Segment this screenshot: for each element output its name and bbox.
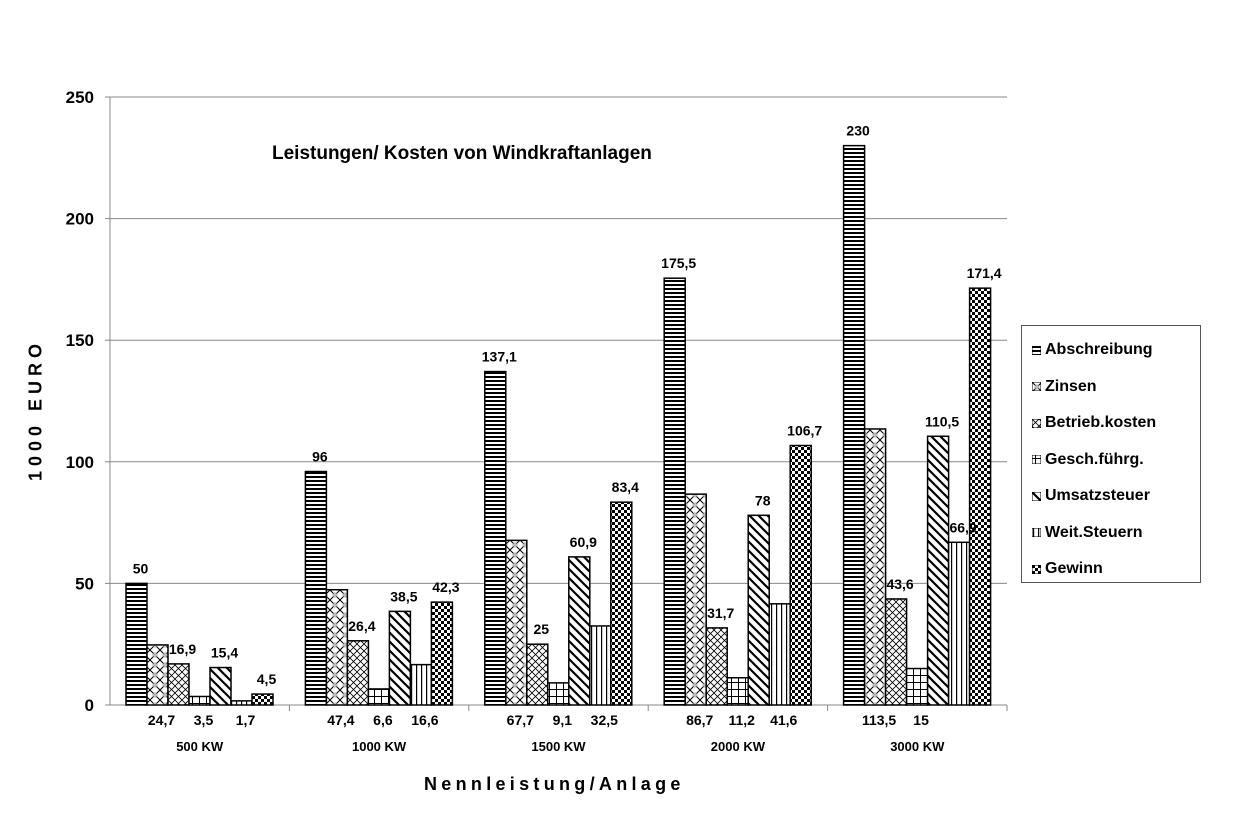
legend-item-betriebkosten bbox=[1032, 405, 1200, 442]
legend bbox=[1021, 325, 1201, 583]
bar bbox=[389, 611, 410, 705]
bar bbox=[886, 599, 907, 705]
legend-label: Abschreibung bbox=[1045, 341, 1153, 359]
legend-swatch-umsatzsteuer bbox=[1032, 492, 1041, 501]
y-tick-label: 150 bbox=[65, 331, 94, 351]
x-tick-label: 2000 KW bbox=[710, 739, 766, 754]
bar bbox=[410, 665, 431, 705]
bar bbox=[347, 641, 368, 705]
bar bbox=[949, 542, 970, 705]
bar bbox=[970, 288, 991, 705]
legend-swatch-abschreibung bbox=[1032, 346, 1041, 355]
data-label: 15 bbox=[913, 712, 929, 728]
data-label: 106,7 bbox=[787, 422, 823, 439]
bar bbox=[305, 472, 326, 705]
bar bbox=[326, 590, 347, 705]
data-label: 113,5 bbox=[861, 712, 897, 728]
legend-label: Gesch.führg. bbox=[1045, 450, 1144, 468]
bar bbox=[727, 678, 748, 705]
bar bbox=[548, 683, 569, 705]
data-label: 3,5 bbox=[193, 712, 214, 728]
data-label: 83,4 bbox=[611, 479, 639, 496]
data-label: 42,3 bbox=[432, 579, 460, 596]
bar bbox=[611, 502, 632, 705]
legend-label: Weit.Steuern bbox=[1045, 523, 1143, 541]
data-label: 26,4 bbox=[348, 617, 376, 634]
data-label: 137,1 bbox=[481, 348, 517, 365]
data-label: 50 bbox=[132, 560, 149, 577]
y-tick-label: 50 bbox=[75, 574, 94, 594]
bar bbox=[769, 604, 790, 705]
bar bbox=[865, 429, 886, 705]
data-label: 6,6 bbox=[373, 712, 393, 728]
legend-label: Umsatzsteuer bbox=[1045, 487, 1150, 505]
data-label: 9,1 bbox=[552, 712, 573, 728]
bar bbox=[506, 540, 527, 705]
bar bbox=[231, 701, 252, 705]
bar bbox=[569, 557, 590, 705]
bar bbox=[485, 372, 506, 705]
data-label: 175,5 bbox=[661, 255, 697, 272]
bar bbox=[527, 644, 548, 705]
y-tick-label: 0 bbox=[84, 696, 94, 715]
bar bbox=[147, 645, 168, 705]
x-axis-label: Nennleistung/Anlage bbox=[424, 774, 685, 794]
data-label: 41,6 bbox=[770, 712, 798, 728]
y-tick-label: 100 bbox=[65, 452, 94, 472]
bar bbox=[790, 446, 811, 705]
legend-swatch-weitsteuern bbox=[1032, 528, 1041, 537]
data-label: 11,2 bbox=[728, 712, 755, 728]
data-label: 86,7 bbox=[686, 712, 714, 728]
data-label: 60,9 bbox=[569, 533, 597, 550]
legend-item-geschfuehrg bbox=[1032, 442, 1200, 479]
legend-item-zinsen bbox=[1032, 369, 1200, 406]
chart-title: Leistungen/ Kosten von Windkraftanlagen bbox=[272, 143, 652, 164]
legend-swatch-zinsen bbox=[1032, 382, 1041, 391]
legend-item-gewinn bbox=[1032, 551, 1200, 588]
legend-item-umsatzsteuer bbox=[1032, 478, 1200, 515]
data-label: 67,7 bbox=[506, 712, 534, 728]
data-label: 110,5 bbox=[924, 413, 960, 430]
y-tick-label: 250 bbox=[65, 88, 94, 107]
bar bbox=[928, 436, 949, 705]
data-label: 24,7 bbox=[147, 712, 176, 728]
data-label: 1,7 bbox=[235, 712, 256, 728]
legend-swatch-geschfuehrg bbox=[1032, 455, 1041, 464]
legend-item-abschreibung bbox=[1032, 332, 1200, 369]
legend-swatch-betriebkosten bbox=[1032, 419, 1041, 428]
data-label: 171,4 bbox=[966, 265, 1002, 282]
legend-swatch-gewinn bbox=[1032, 565, 1041, 574]
data-label: 15,4 bbox=[210, 644, 239, 661]
data-label: 96 bbox=[312, 448, 328, 465]
y-axis-label: 1000 EURO bbox=[25, 338, 46, 482]
bar bbox=[210, 668, 231, 705]
bar bbox=[907, 669, 928, 705]
legend-item-weitsteuern bbox=[1032, 515, 1200, 552]
bar bbox=[126, 583, 147, 705]
data-label: 43,6 bbox=[886, 575, 914, 592]
bar bbox=[844, 146, 865, 705]
x-tick-label: 500 KW bbox=[176, 739, 224, 754]
data-label: 16,9 bbox=[168, 640, 197, 657]
data-label: 230 bbox=[846, 122, 870, 139]
data-label: 32,5 bbox=[590, 712, 618, 728]
data-label: 16,6 bbox=[411, 712, 439, 728]
data-label: 47,4 bbox=[327, 712, 355, 728]
x-tick-label: 1000 KW bbox=[351, 739, 407, 754]
data-label: 31,7 bbox=[707, 604, 735, 621]
bar bbox=[368, 689, 389, 705]
bar bbox=[252, 694, 273, 705]
data-label: 78 bbox=[754, 492, 771, 509]
bar bbox=[168, 664, 189, 705]
bar bbox=[590, 626, 611, 705]
x-tick-label: 3000 KW bbox=[890, 739, 945, 754]
data-label: 4,5 bbox=[256, 671, 277, 688]
legend-label: Gewinn bbox=[1045, 560, 1103, 578]
x-tick-label: 1500 KW bbox=[531, 739, 586, 754]
legend-label: Zinsen bbox=[1045, 377, 1097, 395]
bar bbox=[748, 515, 769, 705]
y-tick-label: 200 bbox=[65, 209, 94, 229]
bar bbox=[706, 628, 727, 705]
data-label: 38,5 bbox=[390, 588, 418, 605]
legend-label: Betrieb.kosten bbox=[1045, 414, 1157, 432]
data-label: 25 bbox=[533, 621, 550, 638]
bar bbox=[431, 602, 452, 705]
bar bbox=[664, 278, 685, 705]
data-label: 66,9 bbox=[949, 519, 977, 536]
bar bbox=[189, 696, 210, 705]
bar bbox=[685, 494, 706, 705]
